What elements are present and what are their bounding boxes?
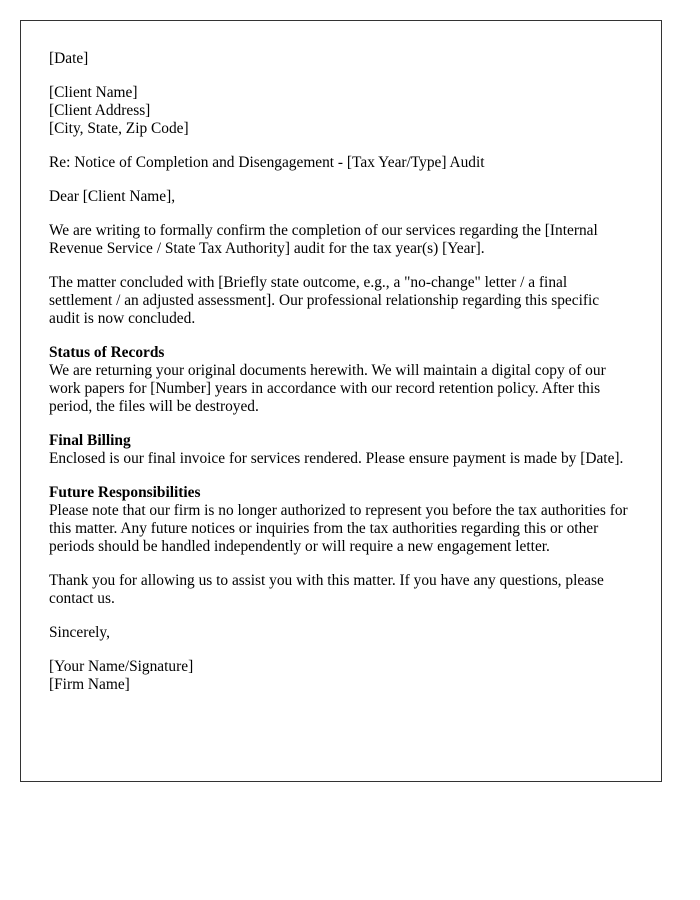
date-block: [49, 50, 633, 68]
future-section: [49, 484, 633, 556]
signature-name: [Your Name/Signature]: [49, 658, 194, 675]
subject-block: [49, 154, 633, 172]
outcome-paragraph-block: [49, 274, 633, 328]
closing-paragraph: Thank you for allowing us to assist you with this matter. If you have any questions, please contact us.: [49, 572, 604, 607]
closing-paragraph-block: [49, 572, 633, 608]
billing-heading: Final Billing: [49, 432, 131, 449]
recipient-address: [Client Address]: [49, 102, 151, 119]
letter-date: [Date]: [49, 50, 89, 67]
records-section: [49, 344, 633, 416]
letter-page: [20, 20, 662, 782]
signature-firm: [Firm Name]: [49, 676, 130, 693]
signature-block: [49, 658, 633, 694]
billing-body: Enclosed is our final invoice for services rendered. Please ensure payment is made by [Date].: [49, 450, 624, 467]
recipient-city: [City, State, Zip Code]: [49, 120, 189, 137]
outcome-paragraph: The matter concluded with [Briefly state outcome, e.g., a "no-change" letter / a final settlement / an adjusted assessment]. Our professional relationship regarding this specific audit is now concluded.: [49, 274, 600, 327]
recipient-address-block: [49, 84, 633, 138]
salutation-block: [49, 188, 633, 206]
intro-paragraph-block: [49, 222, 633, 258]
records-body: We are returning your original documents herewith. We will maintain a digital copy of our work papers for [Number] years in accordance with our record retention policy. After this period, the files will be destroyed.: [49, 362, 606, 415]
salutation: Dear [Client Name],: [49, 188, 176, 205]
records-heading: Status of Records: [49, 344, 165, 361]
signoff: Sincerely,: [49, 624, 110, 641]
billing-section: [49, 432, 633, 468]
signoff-block: [49, 624, 633, 642]
intro-paragraph: We are writing to formally confirm the completion of our services regarding the [Internal Revenue Service / State Tax Authority] audit for the tax year(s) [Year].: [49, 222, 598, 257]
subject-line: Re: Notice of Completion and Disengagement - [Tax Year/Type] Audit: [49, 154, 485, 171]
future-heading: Future Responsibilities: [49, 484, 201, 501]
future-body: Please note that our firm is no longer authorized to represent you before the tax authorities for this matter. Any future notices or inquiries from the tax authorities regarding this or other periods should be handled independently or will require a new engagement letter.: [49, 502, 628, 555]
recipient-name: [Client Name]: [49, 84, 138, 101]
